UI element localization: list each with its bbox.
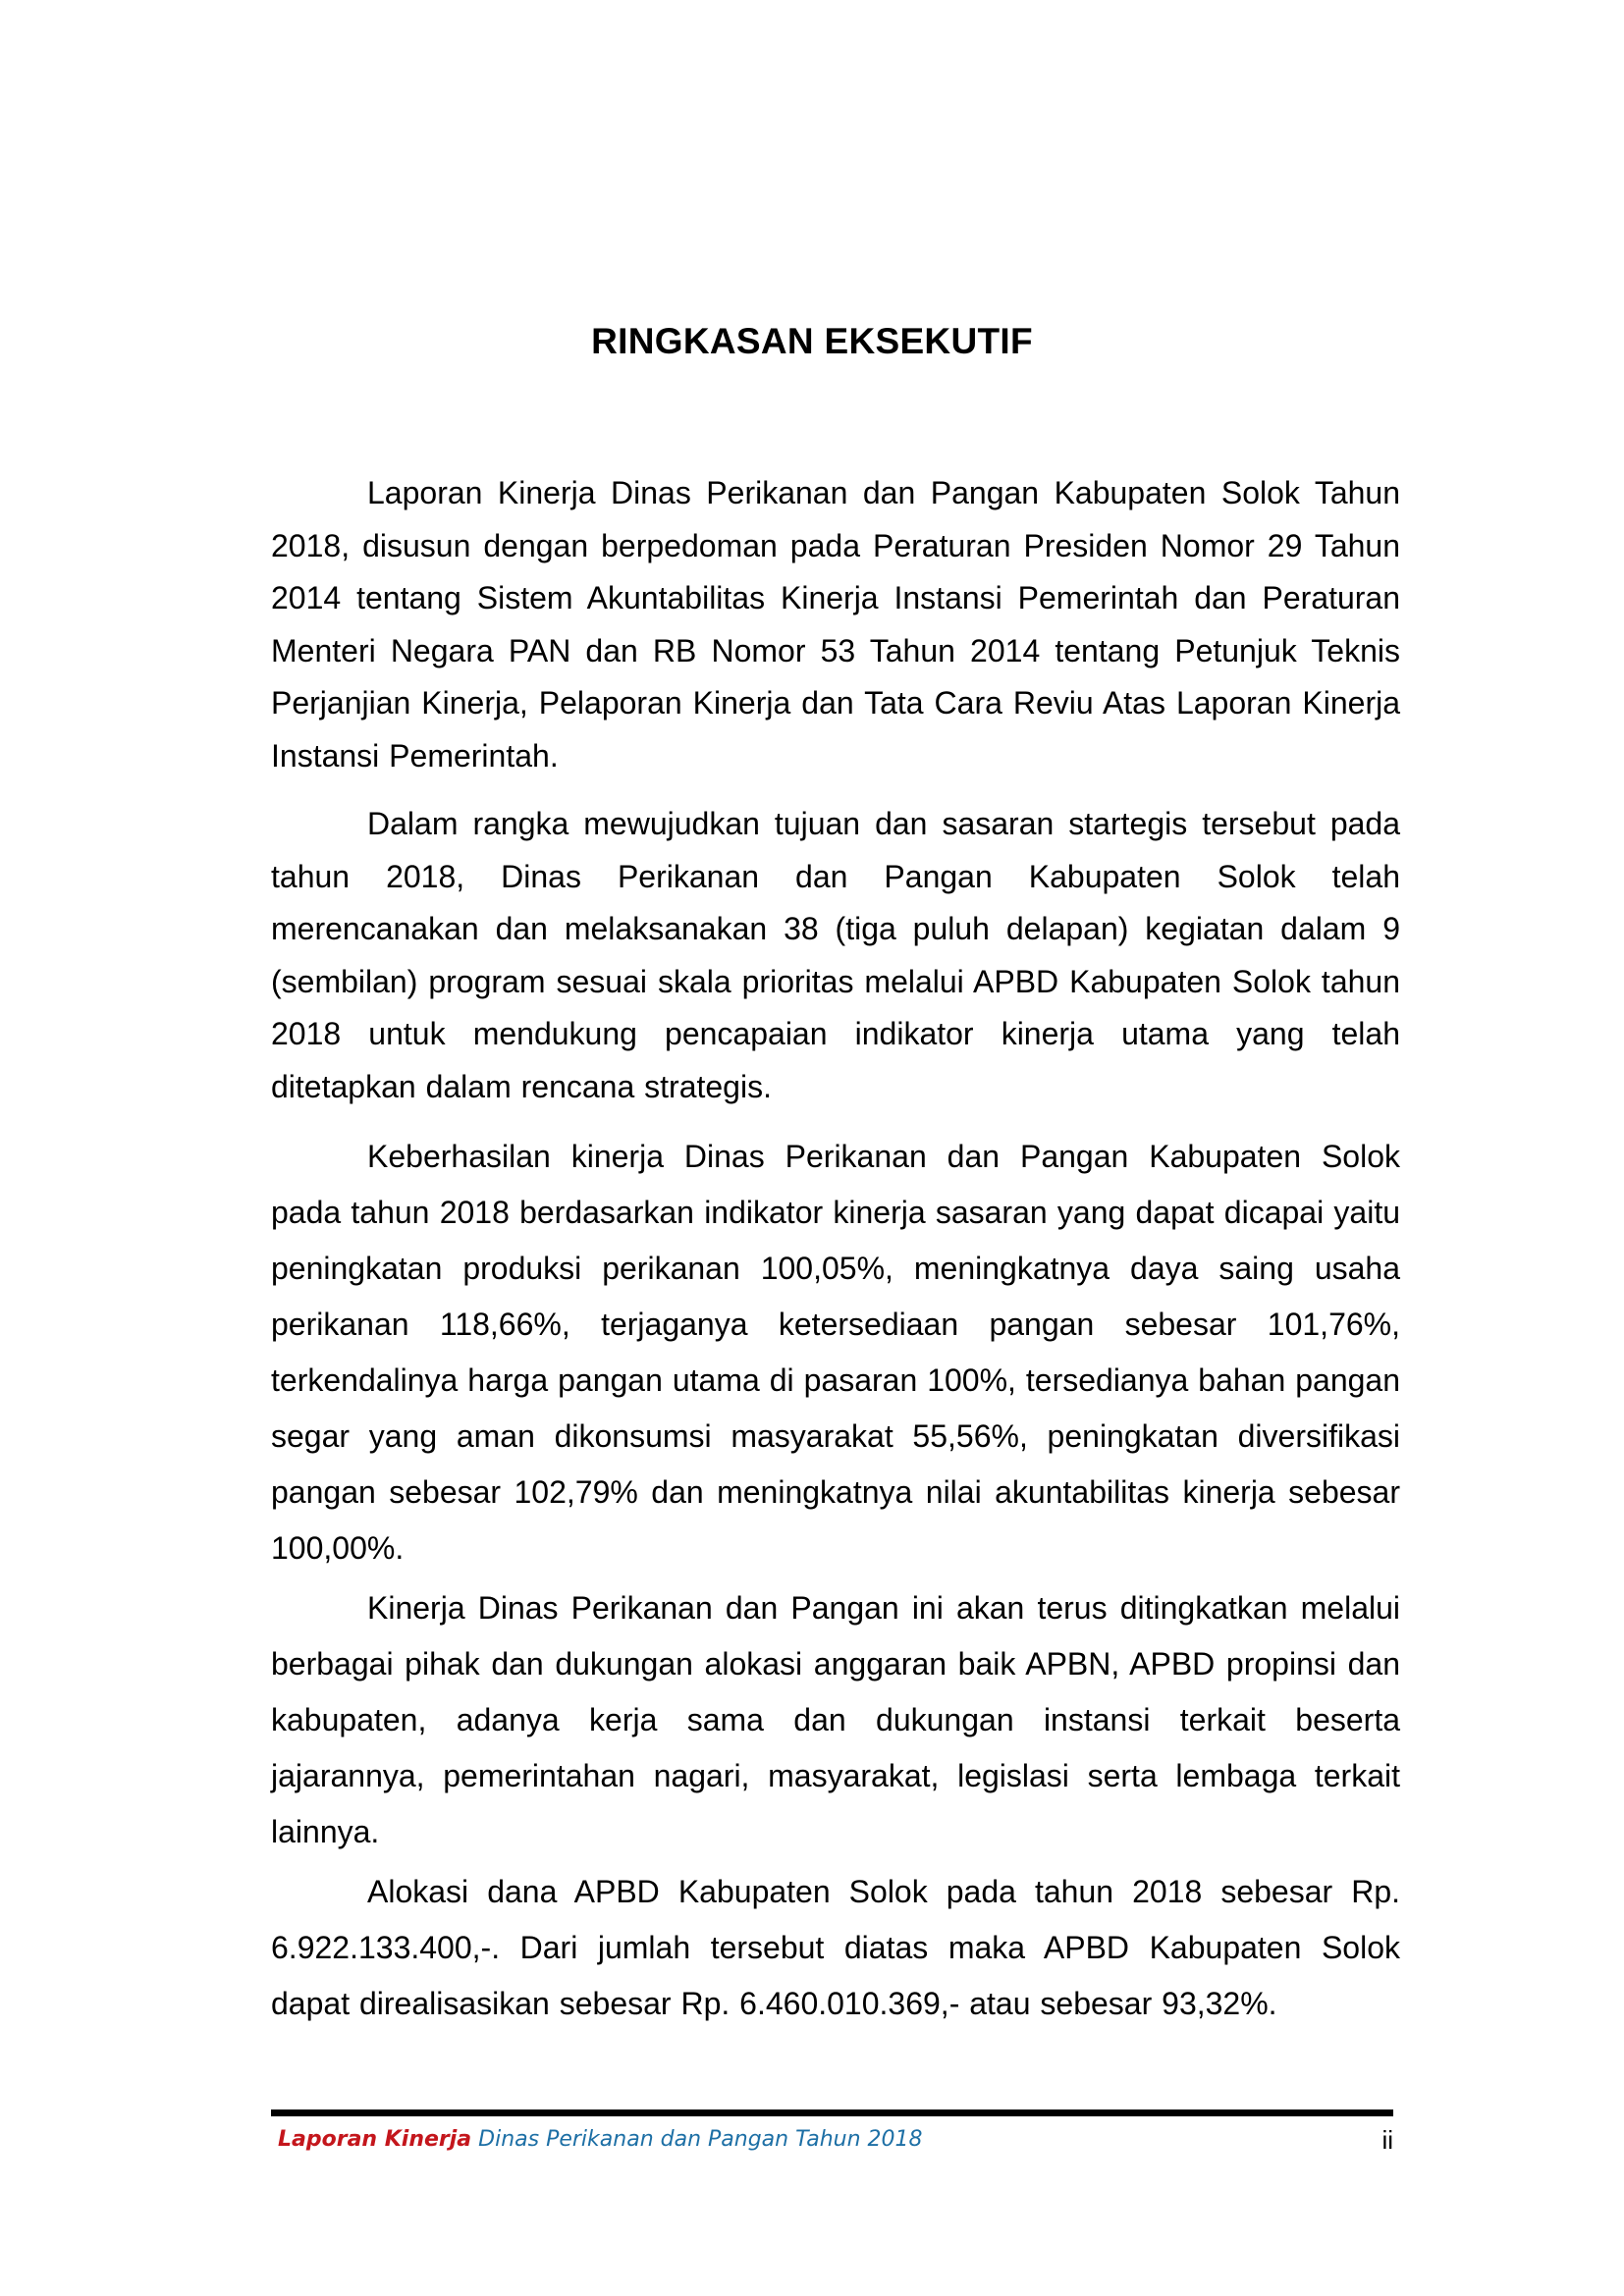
page-number: ii: [1381, 2125, 1393, 2155]
paragraph-5: Alokasi dana APBD Kabupaten Solok pada tahun 2018 sebesar Rp. 6.922.133.400,-. Dari jumlah tersebut diatas maka APBD Kabupaten Solok dapat direalisasikan sebesar Rp. 6.460.010.369,- atau sebesar 93,32%.: [271, 1874, 1400, 2021]
paragraph-1: Laporan Kinerja Dinas Perikanan dan Pangan Kabupaten Solok Tahun 2018, disusun dengan berpedoman pada Peraturan Presiden Nomor 29 Tahun 2014 tentang Sistem Akuntabilitas Kinerja Instansi Pemerintah dan Peraturan Menteri Negara PAN dan RB Nomor 53 Tahun 2014 tentang Petunjuk Teknis Perjanjian Kinerja, Pelaporan Kinerja dan Tata Cara Reviu Atas Laporan Kinerja Instansi Pemerintah.: [271, 475, 1400, 774]
document-body: [271, 467, 1400, 2032]
page-footer: [278, 2122, 1393, 2158]
footer-report-label: Laporan Kinerja: [278, 2127, 472, 2152]
paragraph-4: Kinerja Dinas Perikanan dan Pangan ini akan terus ditingkatkan melalui berbagai pihak dan dukungan alokasi anggaran baik APBN, APBD propinsi dan kabupaten, adanya kerja sama dan dukungan instansi terkait beserta jajarannya, pemerintahan nagari, masyarakat, legislasi serta lembaga terkait lainnya.: [271, 1590, 1400, 1849]
footer-report-subtitle: Dinas Perikanan dan Pangan Tahun 2018: [471, 2127, 923, 2152]
footer-divider: [271, 2109, 1393, 2116]
page-title: RINGKASAN EKSEKUTIF: [591, 321, 1033, 361]
paragraph-2: Dalam rangka mewujudkan tujuan dan sasaran startegis tersebut pada tahun 2018, Dinas Perikanan dan Pangan Kabupaten Solok telah merencanakan dan melaksanakan 38 (tiga puluh delapan) kegiatan dalam 9 (sembilan) program sesuai skala prioritas melalui APBD Kabupaten Solok tahun 2018 untuk mendukung pencapaian indikator kinerja utama yang telah ditetapkan dalam rencana strategis.: [271, 806, 1400, 1104]
paragraph-3: Keberhasilan kinerja Dinas Perikanan dan Pangan Kabupaten Solok pada tahun 2018 berdasarkan indikator kinerja sasaran yang dapat dicapai yaitu peningkatan produksi perikanan 100,05%, meningkatnya daya saing usaha perikanan 118,66%, terjaganya ketersediaan pangan sebesar 101,76%, terkendalinya harga pangan utama di pasaran 100%, tersedianya bahan pangan segar yang aman dikonsumsi masyarakat 55,56%, peningkatan diversifikasi pangan sebesar 102,79% dan meningkatnya nilai akuntabilitas kinerja sebesar 100,00%.: [271, 1139, 1400, 1566]
